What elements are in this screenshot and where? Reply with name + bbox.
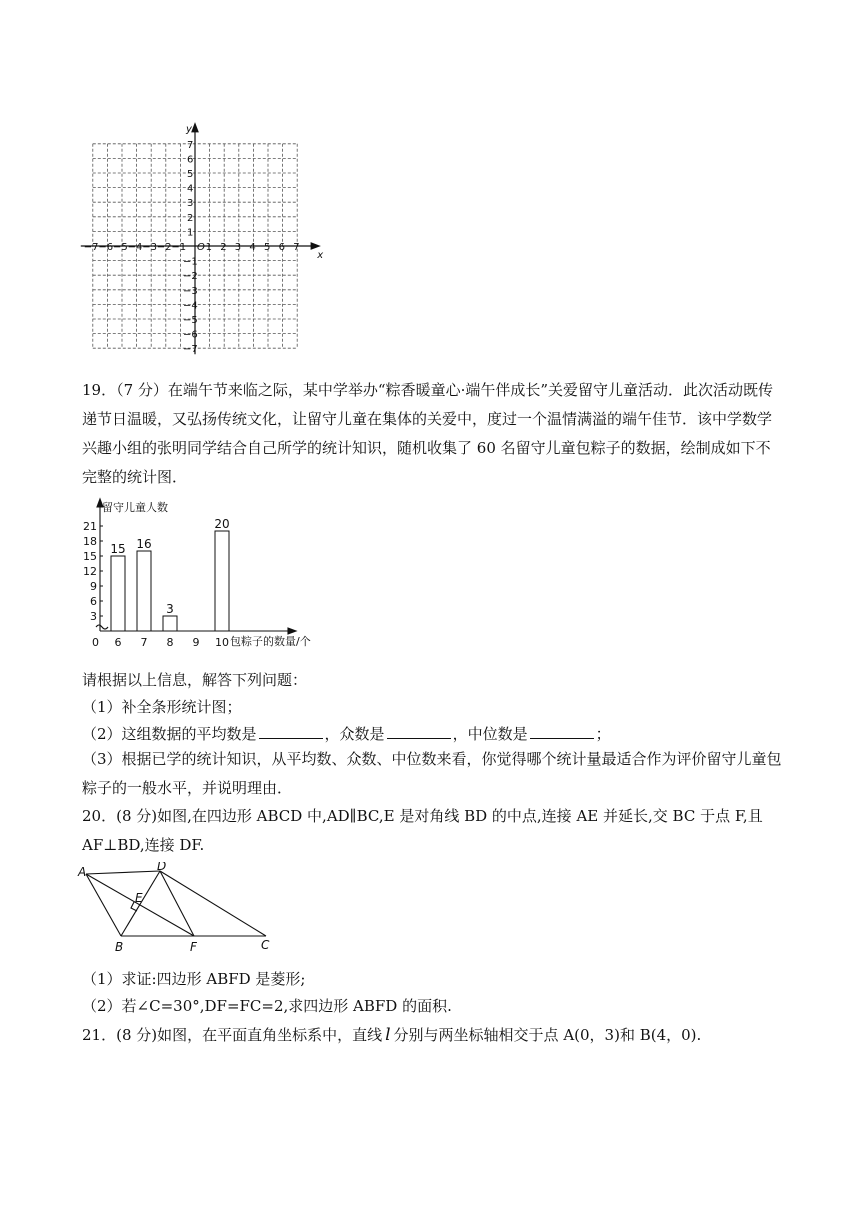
chart-x-tick-label: 7 [140, 636, 148, 649]
label-f: F [190, 940, 197, 954]
quadrilateral-figure [76, 862, 286, 954]
x-axis-arrow [311, 243, 319, 249]
chart-y-tick-label: 3 [90, 610, 97, 623]
bar-chart [78, 497, 348, 652]
q19-intro: 请根据以上信息，解答下列问题： [82, 671, 308, 689]
chart-x-arrow [288, 628, 296, 634]
chart-bar [137, 551, 151, 631]
answer-blank-mean[interactable] [259, 724, 323, 739]
segment-ab [86, 874, 121, 936]
y-tick-label: −4 [183, 300, 198, 312]
x-tick-label: 7 [293, 242, 300, 253]
label-c: C [261, 938, 270, 952]
answer-blank-mode[interactable] [387, 724, 451, 739]
q21-text [82, 1025, 701, 1045]
x-tick-label: 2 [220, 242, 227, 253]
x-tick-label: 5 [264, 242, 271, 253]
q21-text-a: 21．(8 分)如图，在平面直角坐标系中，直线 [82, 1026, 383, 1044]
y-tick-label: −6 [183, 329, 198, 341]
segment-ad [86, 871, 160, 874]
q19-part2 [82, 724, 611, 744]
chart-ylabel: 留守儿童人数 [102, 501, 168, 514]
q19-part2-c: ，中位数是 [452, 725, 528, 743]
label-a: A [78, 865, 87, 879]
y-tick-label: 2 [187, 212, 194, 224]
answer-blank-median[interactable] [530, 724, 594, 739]
y-axis-label: y [186, 123, 192, 135]
q21-text-b: 分别与两坐标轴相交于点 A(0，3)和 B(4，0). [393, 1026, 702, 1044]
segment-dc [160, 871, 266, 936]
x-tick-label: −2 [156, 242, 172, 253]
q19-part3: （3）根据已学的统计知识，从平均数、众数、中位数来看，你觉得哪个统计量最适合作为评价留守儿童包粽子的一般水平，并说明理由． [82, 750, 782, 797]
chart-bar [111, 556, 125, 631]
y-tick-label: 4 [187, 183, 194, 195]
x-tick-label: −3 [142, 242, 157, 253]
chart-x-tick-label: 6 [114, 636, 122, 649]
label-e: E [135, 891, 143, 905]
chart-y-tick-label: 21 [83, 520, 97, 533]
chart-y-tick-label: 9 [90, 580, 97, 593]
line-l-symbol: l [385, 1025, 391, 1045]
chart-x-tick-label: 10 [215, 636, 229, 649]
x-tick-label: 3 [234, 242, 242, 253]
x-axis-label: x [317, 250, 324, 261]
chart-bar [163, 616, 177, 631]
chart-data-label: 15 [110, 542, 126, 556]
q19-part1: （1）补全条形统计图； [82, 698, 242, 716]
q20-text: 20．(8 分)如图,在四边形 ABCD 中,AD∥BC,E 是对角线 BD 的中点,连接 AE 并延长,交 BC 于点 F,且 AF⊥BD,连接 DF. [82, 807, 763, 854]
coordinate-grid-figure [80, 112, 330, 367]
chart-y-tick-label: 18 [83, 535, 97, 548]
y-tick-label: −5 [183, 315, 198, 326]
q19-part2-b: ，众数是 [324, 725, 385, 743]
x-tick-label: −7 [83, 242, 99, 253]
q20-part1: （1）求证:四边形 ABFD 是菱形; [82, 970, 306, 988]
axis-break-mark [96, 625, 108, 629]
y-tick-label: 3 [187, 198, 194, 210]
label-b: B [115, 940, 124, 954]
y-tick-label: 1 [187, 227, 194, 239]
y-tick-label: 7 [187, 139, 194, 151]
chart-y-tick-label: 6 [90, 595, 97, 608]
y-tick-label: 6 [187, 154, 194, 166]
q20-part2: （2）若∠C=30°,DF=FC=2,求四边形 ABFD 的面积. [82, 997, 452, 1015]
q19-text: 19．（7 分）在端午节来临之际，某中学举办“粽香暖童心·端午伴成长”关爱留守儿童活动．此次活动既传递节日温暖，又弘扬传统文化，让留守儿童在集体的关爱中，度过一个温情满溢的端午佳节．该中学数学兴趣小组的张明同学结合自己所学的统计知识，随机收集了 60 名留守儿童包粽子的数据，绘制成如下不完整的统计图． [82, 381, 774, 486]
chart-origin-label: 0 [92, 636, 99, 649]
chart-data-label: 20 [214, 517, 230, 531]
x-tick-label: −1 [171, 242, 187, 253]
x-tick-label: −5 [113, 242, 128, 253]
y-tick-label: 5 [187, 169, 194, 180]
x-tick-label: 4 [249, 242, 256, 253]
origin-label: O [197, 242, 205, 253]
chart-bar [215, 531, 229, 631]
chart-xlabel: 包粽子的数量/个 [230, 635, 311, 648]
chart-y-tick-label: 15 [83, 550, 97, 563]
y-tick-label: −2 [183, 271, 198, 283]
y-tick-label: −3 [183, 285, 198, 297]
chart-data-label: 3 [166, 602, 174, 616]
y-axis-arrow [192, 124, 198, 132]
y-tick-label: −7 [183, 344, 198, 356]
x-tick-label: 1 [205, 242, 212, 253]
x-tick-label: −6 [98, 242, 114, 253]
x-tick-label: −4 [127, 242, 143, 253]
chart-x-tick-label: 9 [192, 636, 200, 649]
chart-y-tick-label: 12 [83, 565, 97, 578]
q19-part2-a: （2）这组数据的平均数是 [82, 725, 257, 743]
y-tick-label: −1 [183, 256, 198, 268]
chart-x-tick-label: 8 [166, 636, 174, 649]
label-d: D [157, 862, 167, 873]
x-tick-label: 6 [278, 242, 285, 253]
q19-part2-d: ； [595, 725, 611, 743]
chart-data-label: 16 [136, 537, 152, 551]
